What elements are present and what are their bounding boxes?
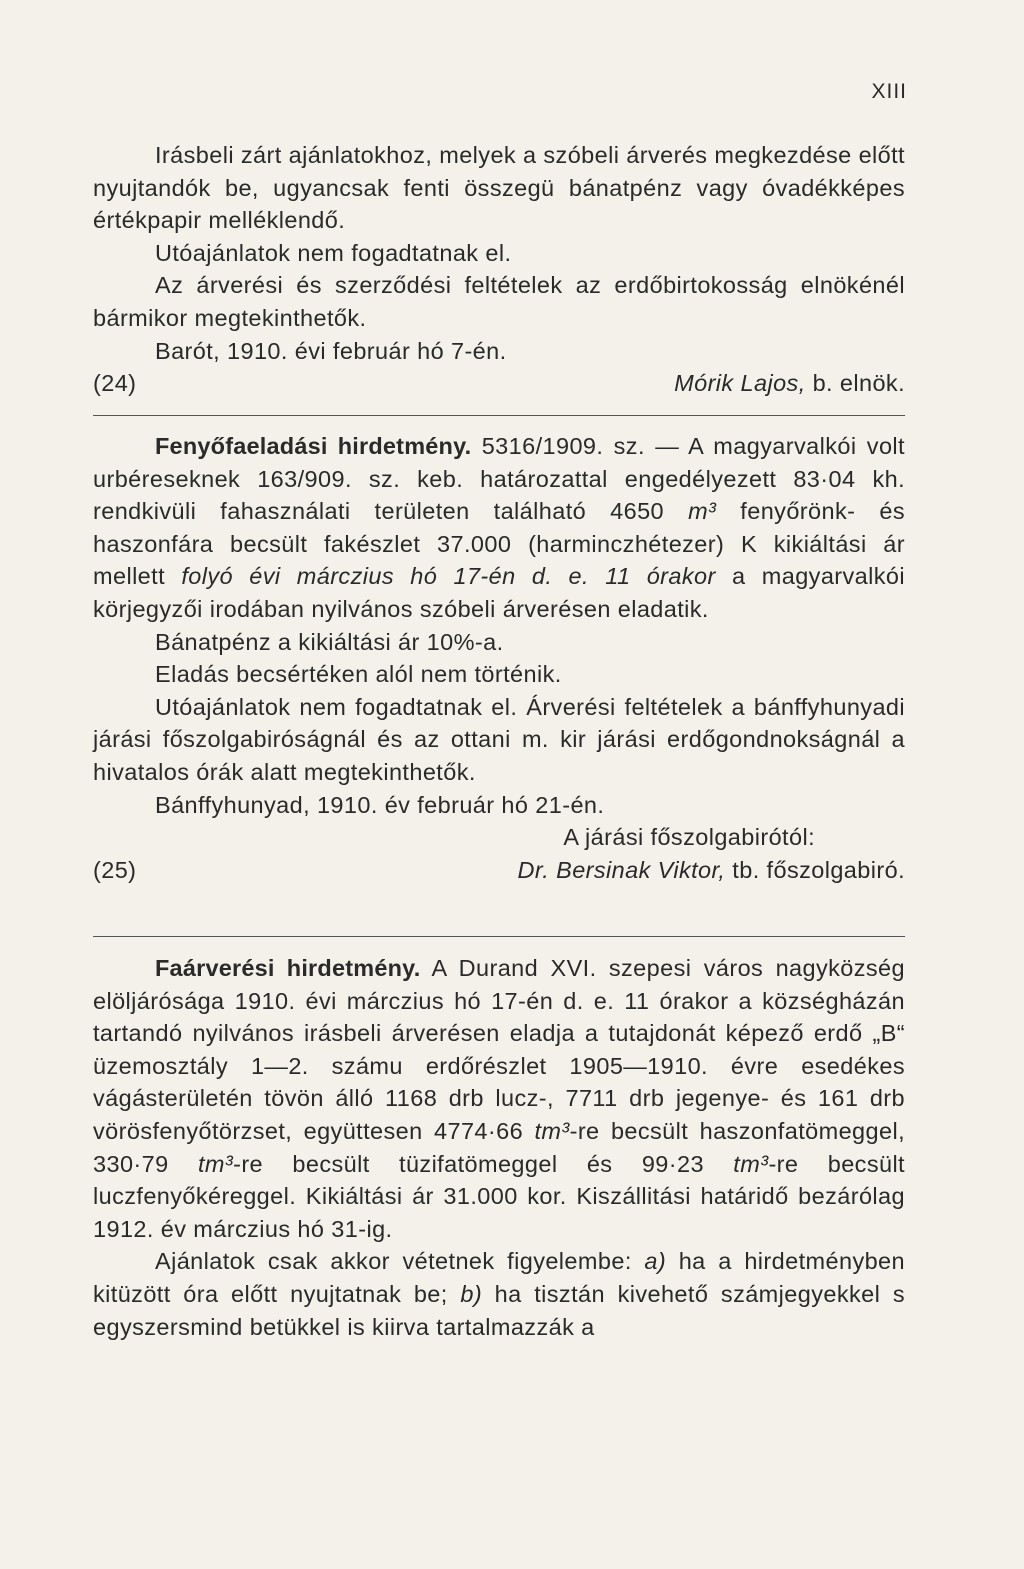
paragraph: Az árverési és szerződési feltételek az erdőbirtokosság elnökénél bármikor megtekinthetők. xyxy=(93,272,905,331)
notice-number: (24) xyxy=(93,370,137,397)
text-run: 5316/1909. sz. — A magyarvalkói volt urbéreseknek 163/909. sz. keb. határozattal engedélyezett 83·04 kh. rendkivüli fahasználati területen található 4650 xyxy=(93,433,905,525)
text-run: A Durand XVI. szepesi város nagyközség elöljárósága 1910. évi márczius hó 17-én d. e. 11 órakor a községházán tartandó nyilvános irásbeli árverésen eladja a tutajdonát képező erdő „B“ üzemosztály 1—2. számu erdőrészlet 1905—1910. évre esedékes vágásterületén tövön álló 1168 drb lucz-, 7711 drb jegenye- és 161 drb vörösfenyőtörzset, együttesen 4774·66 xyxy=(93,955,905,1144)
notice-heading: Faárverési hirdetmény. xyxy=(155,955,421,981)
text-run: -re becsült luczfenyőkéreggel. Kikiáltási ár 31.000 kor. Kiszállitási határidő bezárólag 1912. év márczius hó 31-ig. xyxy=(93,1150,905,1242)
paragraph: Utóajánlatok nem fogadtatnak el. Árverési feltételek a bánffyhunyadi járási főszolgabiróságnál és az ottani m. kir járási erdőgondnokságnál a hivatalos órák alatt megtekinthetők. xyxy=(93,693,905,785)
signature xyxy=(518,854,905,887)
notice-heading: Fenyőfaeladási hirdetmény. xyxy=(155,433,472,459)
unit: tm³ xyxy=(733,1150,769,1177)
signature-line xyxy=(93,367,905,400)
paragraph: Eladás becsértéken alól nem történik. xyxy=(155,661,562,688)
text-run: ha a hirdetményben kitüzött óra előtt nyujtatnak be; xyxy=(93,1248,906,1307)
section-3 xyxy=(93,952,905,1343)
page-number: XIII xyxy=(871,80,907,103)
text-run: -re becsült haszonfatömeggel, 330·79 xyxy=(93,1117,905,1177)
list-label: a) xyxy=(644,1248,667,1275)
signature xyxy=(674,367,905,400)
notice-number: (25) xyxy=(93,856,137,883)
unit: m³ xyxy=(688,498,717,525)
text-run: -re becsült tüzifatömeggel és 99·23 xyxy=(233,1150,734,1177)
list-label: b) xyxy=(460,1280,483,1307)
paragraph: Bánffyhunyad, 1910. év február hó 21-én. xyxy=(155,791,605,818)
paragraph xyxy=(93,952,905,1245)
paragraph: Irásbeli zárt ajánlatokhoz, melyek a szóbeli árverés megkezdése előtt nyujtandók be, ugyancsak fenti összegü bánatpénz vagy óvadékképes értékpapir melléklendő. xyxy=(93,142,905,234)
emphasis: folyó évi márczius hó 17-én d. e. 11 órakor xyxy=(181,563,716,590)
text-run: Ajánlatok csak akkor vétetnek figyelembe: xyxy=(155,1248,645,1275)
text-run: ha tisztán kivehető számjegyekkel s egyszersmind betükkel is kiirva tartalmazzák a xyxy=(93,1280,906,1340)
signer-title: tb. főszolgabiró. xyxy=(732,856,905,883)
paragraph: Utóajánlatok nem fogadtatnak el. xyxy=(155,239,512,266)
signer-title: b. elnök. xyxy=(812,370,905,397)
paragraph: Barót, 1910. évi február hó 7-én. xyxy=(155,337,507,364)
paragraph xyxy=(93,430,905,626)
text-run: a magyarvalkói körjegyzői irodában nyilvános szóbeli árverésen eladatik. xyxy=(93,563,905,622)
paragraph xyxy=(93,1245,905,1343)
section-1 xyxy=(93,139,905,400)
signature-line xyxy=(93,854,905,887)
issuer-line: A járási főszolgabirótól: xyxy=(563,824,815,851)
divider xyxy=(93,936,905,937)
unit: tm³ xyxy=(534,1117,570,1144)
signer-name: Dr. Bersinak Viktor, xyxy=(517,856,726,883)
divider xyxy=(93,415,905,416)
signer-name: Mórik Lajos, xyxy=(674,370,806,397)
text-run: fenyőrönk- és haszonfára becsült fakészlet 37.000 (harminczhétezer) K kikiáltási ár mellett xyxy=(93,498,905,590)
paragraph: Bánatpénz a kikiáltási ár 10%-a. xyxy=(155,628,504,655)
unit: tm³ xyxy=(197,1150,234,1177)
section-2 xyxy=(93,430,905,886)
